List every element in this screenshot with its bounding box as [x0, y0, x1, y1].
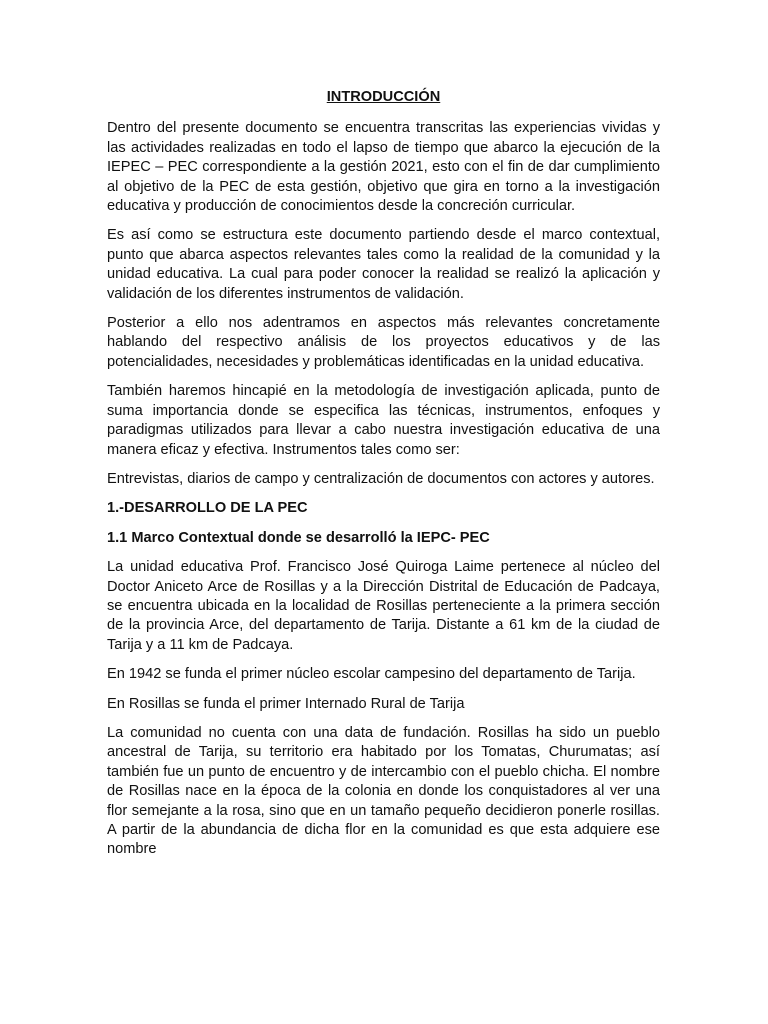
section-paragraph-1: La unidad educativa Prof. Francisco José Quiroga Laime pertenece al núcleo del Doctor Aniceto Arce de Rosillas y a la Dirección Distrital de Educación de Padcaya, se encuentra ubicada en la localidad de Rosillas perteneciente a la primera sección de la provincia Arce, del departamento de Tarija. Distante a 61 km de la ciudad de Tarija y a 11 km de Padcaya. [107, 559, 660, 653]
document-page [107, 88, 660, 870]
intro-paragraph-5: Entrevistas, diarios de campo y centralización de documentos con actores y autores. [107, 470, 655, 487]
document-title: INTRODUCCIÓN [326, 89, 441, 105]
subsection-heading: 1.1 Marco Contextual donde se desarrolló la IEPC- PEC [107, 529, 490, 546]
section-heading: 1.-DESARROLLO DE LA PEC [107, 500, 308, 517]
section-paragraph-3: En Rosillas se funda el primer Internado Rural de Tarija [107, 695, 465, 712]
intro-paragraph-3: Posterior a ello nos adentramos en aspectos más relevantes concretamente hablando del respectivo análisis de los proyectos educativos y de las potencialidades, necesidades y problemáticas identificadas en la unidad educativa. [107, 315, 660, 370]
section-paragraph-2: En 1942 se funda el primer núcleo escolar campesino del departamento de Tarija. [107, 666, 636, 683]
intro-paragraph-2: Es así como se estructura este documento partiendo desde el marco contextual, punto que abarca aspectos relevantes tales como la realidad de la comunidad y la unidad educativa. La cual para poder conocer la realidad se realizó la aplicación y validación de los diferentes instrumentos de validación. [107, 227, 660, 302]
intro-paragraph-1: Dentro del presente documento se encuentra transcritas las experiencias vividas y las actividades realizadas en todo el lapso de tiempo que abarco la ejecución de la IEPEC – PEC correspondiente a la gestión 2021, esto con el fin de dar cumplimiento al objetivo de la PEC de esta gestión, objetivo que gira en torno a la investigación educativa y producción de conocimientos desde la concreción curricular. [107, 120, 660, 215]
section-paragraph-4: La comunidad no cuenta con una data de fundación. Rosillas ha sido un pueblo ancestral de Tarija, su territorio era habitado por los Tomatas, Churumatas; así también fue un punto de encuentro y de intercambio con el pueblo chicha. El nombre de Rosillas nace en la época de la colonia en donde los conquistadores al ver una flor semejante a la rosa, sino que en un tamaño pequeño decidieron ponerle rosillas. A partir de la abundancia de dicha flor en la comunidad es que esta adquiere ese nombre [107, 724, 660, 858]
intro-paragraph-4: También haremos hincapié en la metodología de investigación aplicada, punto de suma importancia donde se especifica las técnicas, instrumentos, enfoques y paradigmas utilizados para llevar a cabo nuestra investigación educativa de una manera eficaz y efectiva. Instrumentos tales como ser: [107, 383, 660, 458]
